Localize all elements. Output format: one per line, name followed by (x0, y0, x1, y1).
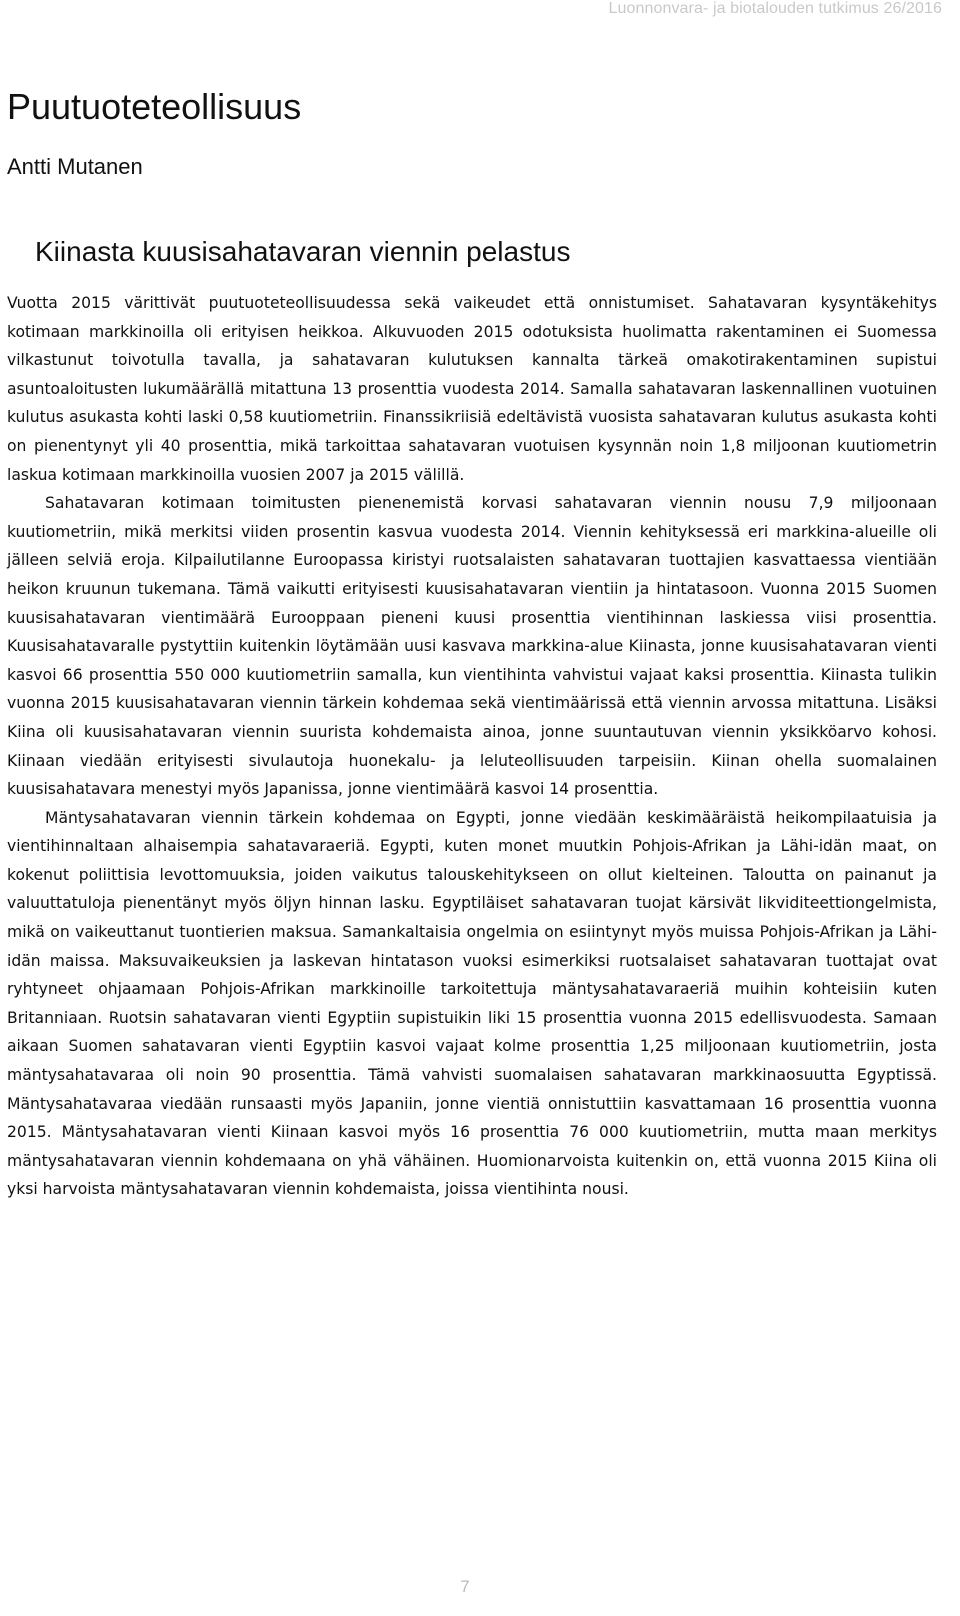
page-number: 7 (460, 1577, 470, 1596)
paragraph-3: Mäntysahatavaran viennin tärkein kohdemaa on Egypti, jonne viedään keskimääräistä heikompilaatuisia ja vientihinnaltaan alhaisempia sahatavaraeriä. Egypti, kuten monet muutkin Pohjois-Afrikan ja Lähi-idän maat, on kokenut poliittisia levottomuuksia, joiden vaikutus talouskehitykseen on ollut kielteinen. Taloutta on painanut ja valuuttatuloja pienentänyt myös öljyn hinnan lasku. Egyptiläiset sahatavaran tuojat kärsivät likviditeettiongelmista, mikä on vaikeuttanut tuontierien maksua. Samankaltaisia ongelmia on esiintynyt myös muissa Pohjois-Afrikan ja Lähi-idän maissa. Maksuvaikeuksien ja laskevan hintatason vuoksi esimerkiksi ruotsalaiset sahatavaran tuottajat ovat ryhtyneet ohjaamaan Pohjois-Afrikan markkinoille tarkoitettuja mäntysahatavaraeriä muihin kohteisiin kuten Britanniaan. Ruotsin sahatavaran vienti Egyptiin supistuikin liki 15 prosenttia vuonna 2015 edellisvuodesta. Samaan aikaan Suomen sahatavaran vienti Egyptiin kasvoi vajaat kolme prosenttia 1,25 miljoonaan kuutiometriin, josta mäntysahatavaraa oli noin 90 prosenttia. Tämä vahvisti suomalaisen sahatavaran markkinaosuutta Egyptissä. Mäntysahatavaraa viedään runsaasti myös Japaniin, jonne vientiä onnistuttiin kasvattamaan 16 prosenttia vuonna 2015. Mäntysahatavaran vienti Kiinaan kasvoi myös 16 prosenttia 76 000 kuutiometriin, mutta maan merkitys mäntysahatavaran viennin kohdemaana on yhä vähäinen. Huomionarvoista kuitenkin on, että vuonna 2015 Kiina oli yksi harvoista mäntysahatavaran viennin kohdemaista, joissa vientihinta nousi. (7, 808, 937, 1199)
chapter-title: Puutuoteteollisuus (7, 86, 302, 127)
section-title: Kiinasta kuusisahatavaran viennin pelastus (35, 236, 571, 267)
paragraph-2: Sahatavaran kotimaan toimitusten pienenemistä korvasi sahatavaran viennin nousu 7,9 miljoonaan kuutiometriin, mikä merkitsi viiden prosentin kasvua vuodesta 2014. Viennin kehityksessä eri markkina-alueille oli jälleen selviä eroja. Kilpailutilanne Euroopassa kiristyi ruotsalaisten sahatavaran tuottajien kasvattaessa vientiään heikon kruunun tukemana. Tämä vaikutti erityisesti kuusisahatavaran vientiin ja hintatasoon. Vuonna 2015 Suomen kuusisahatavaran vientimäärä Eurooppaan pieneni kuusi prosenttia vientihinnan laskiessa viisi prosenttia. Kuusisahatavaralle pystyttiin kuitenkin löytämään uusi kasvava markkina-alue Kiinasta, jonne kuusisahatavaran vienti kasvoi 66 prosenttia 550 000 kuutiometriin samalla, kun vientihinta vahvistui vajaat kaksi prosenttia. Kiinasta tulikin vuonna 2015 kuusisahatavaran viennin tärkein kohdemaa sekä vientimäärissä että viennin arvossa mitattuna. Lisäksi Kiina oli kuusisahatavaran viennin suurista kohdemaista ainoa, jonne suuntautuvan viennin yksikköarvo kohosi. Kiinaan viedään erityisesti sivulautoja huonekalu- ja leluteollisuuden tarpeisiin. Kiinan ohella suomalainen kuusisahatavara menestyi myös Japanissa, jonne vientimäärä kasvoi 14 prosenttia. (7, 494, 937, 799)
article-body (7, 289, 937, 1204)
running-header: Luonnonvara- ja biotalouden tutkimus 26/2016 (608, 0, 942, 17)
author-name: Antti Mutanen (7, 154, 143, 179)
paragraph-1: Vuotta 2015 värittivät puutuoteteollisuudessa sekä vaikeudet että onnistumiset. Sahatavaran kysyntäkehitys kotimaan markkinoilla oli erityisen heikkoa. Alkuvuoden 2015 odotuksista huolimatta rakentaminen ei Suomessa vilkastunut toivotulla tavalla, ja sahatavaran kulutuksen kannalta tärkeä omakotirakentaminen supistui asuntoaloitusten lukumäärällä mitattuna 13 prosenttia vuodesta 2014. Samalla sahatavaran laskennallinen vuotuinen kulutus asukasta kohti laski 0,58 kuutiometriin. Finanssikriisiä edeltävistä vuosista sahatavaran kulutus asukasta kohti on pienentynyt yli 40 prosenttia, mikä tarkoittaa sahatavaran vuotuisen kysynnän noin 1,8 miljoonan kuutiometrin laskua kotimaan markkinoilla vuosien 2007 ja 2015 välillä. (7, 294, 937, 484)
